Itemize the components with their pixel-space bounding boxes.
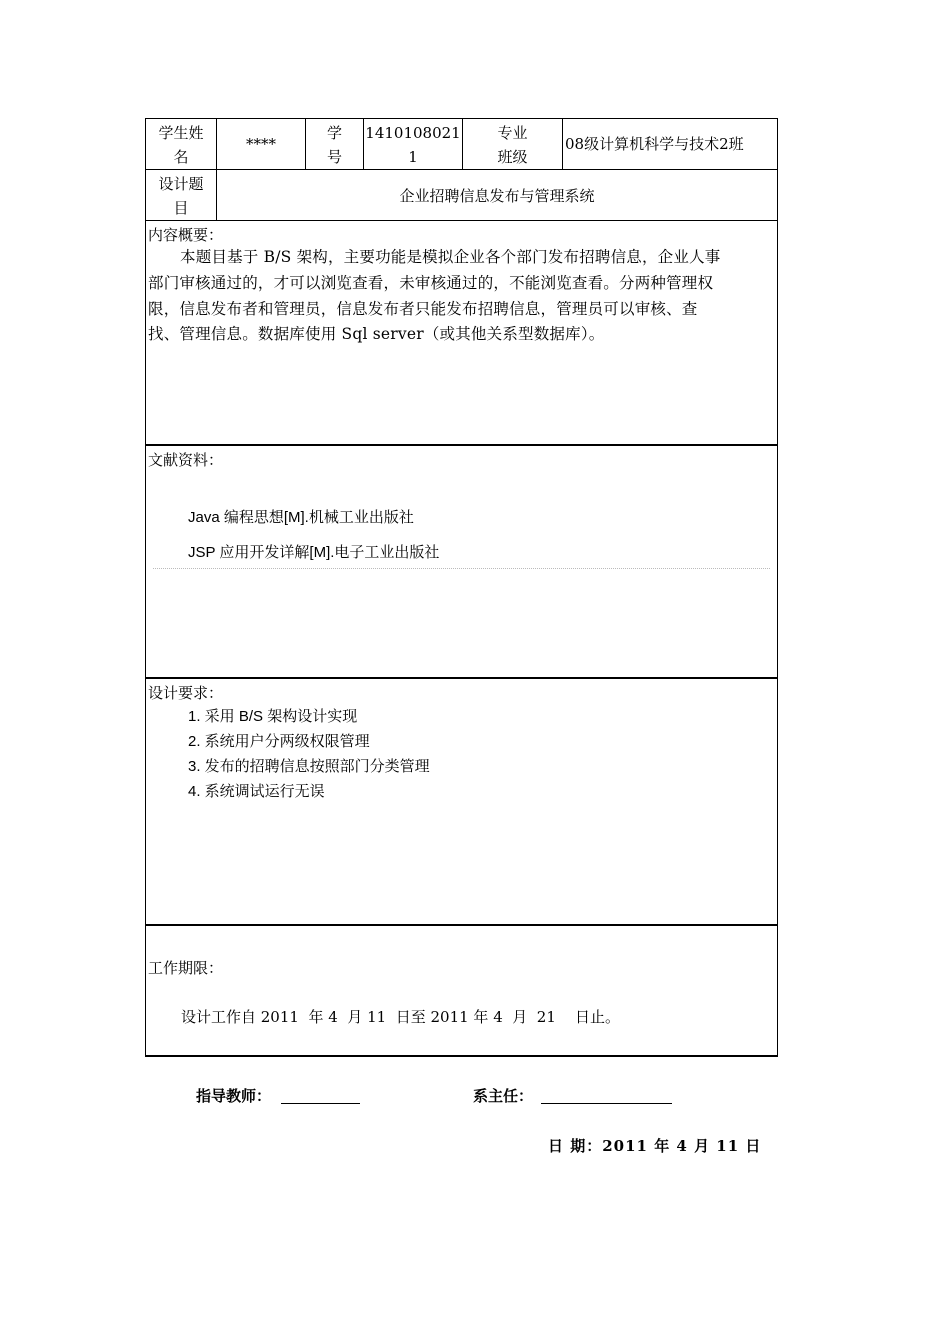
work-period-label: 工作期限： <box>148 959 224 977</box>
student-id-value: 1410108021 1 <box>365 124 461 166</box>
advisor-signature-line[interactable] <box>281 1103 360 1104</box>
student-id-label: 学 号 <box>326 124 342 166</box>
student-name-label: 学生姓 名 <box>158 124 204 166</box>
section-divider <box>145 924 778 926</box>
director-label: 系主任： <box>473 1087 534 1105</box>
requirement-item: 1. 采用 B/S 架构设计实现 <box>188 708 358 725</box>
dotted-separator <box>153 568 770 569</box>
literature-item: JSP 应用开发详解[M].电子工业出版社 <box>188 544 440 561</box>
requirement-item: 4. 系统调试运行无误 <box>188 783 325 800</box>
literature-item: Java 编程思想[M].机械工业出版社 <box>188 509 414 526</box>
summary-line: 本题目基于 B/S 架构，主要功能是模拟企业各个部门发布招聘信息，企业人事 <box>180 248 721 266</box>
literature-label: 文献资料： <box>148 451 224 469</box>
major-value: 08级计算机科学与技术2班 <box>565 135 744 153</box>
advisor-label: 指导教师： <box>196 1087 272 1105</box>
row-divider <box>145 169 778 170</box>
topic-value: 企业招聘信息发布与管理系统 <box>399 187 595 205</box>
summary-line: 限，信息发布者和管理员，信息发布者只能发布招聘信息，管理员可以审核、查 <box>148 300 698 318</box>
topic-label: 设计题 目 <box>158 175 204 217</box>
row-divider <box>145 220 778 221</box>
director-signature-line[interactable] <box>541 1103 672 1104</box>
content-summary-label: 内容概要： <box>148 226 224 244</box>
work-period-text: 设计工作自 2011 年 4 月 11 日至 2011 年 4 月 21 日止。 <box>181 1008 620 1026</box>
table-left-border <box>145 118 146 1056</box>
summary-line: 部门审核通过的，才可以浏览查看，未审核通过的，不能浏览查看。分两种管理权 <box>148 274 714 292</box>
summary-line: 找、管理信息。数据库使用 Sql server（或其他关系型数据库）。 <box>148 325 605 343</box>
major-label: 专业 班级 <box>497 124 528 166</box>
student-name-value: **** <box>246 135 276 153</box>
requirement-item: 3. 发布的招聘信息按照部门分类管理 <box>188 758 430 775</box>
requirements-label: 设计要求： <box>148 684 224 702</box>
table-bottom-border <box>145 1055 778 1057</box>
sign-date: 日 期：2011 年 4 月 11 日 <box>548 1137 762 1155</box>
section-divider <box>145 444 778 446</box>
section-divider <box>145 677 778 679</box>
requirement-item: 2. 系统用户分两级权限管理 <box>188 733 370 750</box>
